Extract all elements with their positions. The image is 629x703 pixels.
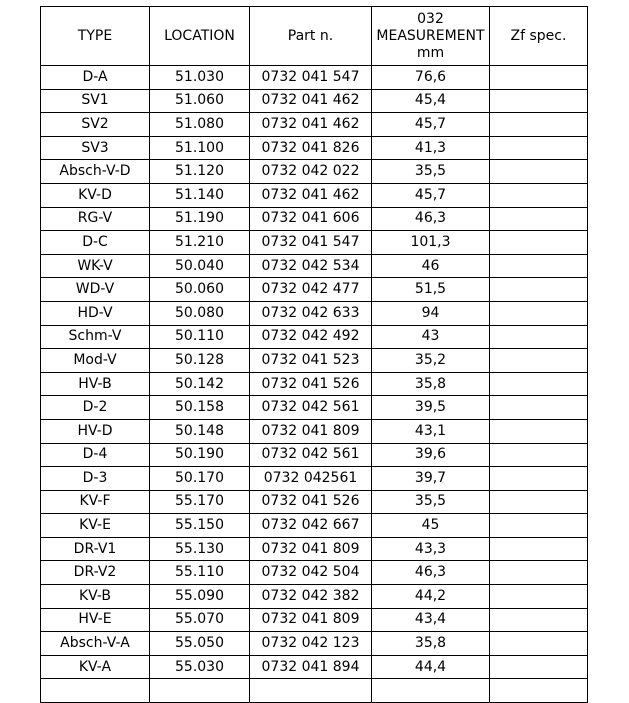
table-row [41,585,588,609]
table-row [41,679,588,703]
cell-location: 51.120 [150,160,250,184]
cell-type: D-A [41,66,150,90]
cell-zf-spec [490,136,588,160]
table-row [41,490,588,514]
header-measurement [372,7,490,66]
cell-zf-spec [490,632,588,656]
cell-zf-spec [490,372,588,396]
cell-measurement: 76,6 [372,66,490,90]
table-row [41,608,588,632]
cell-location [150,679,250,703]
table-row [41,231,588,255]
cell-measurement: 44,4 [372,655,490,679]
cell-type: HD-V [41,301,150,325]
cell-location: 50.080 [150,301,250,325]
table-row [41,537,588,561]
table-header [41,7,588,66]
cell-part-number: 0732 042 504 [250,561,372,585]
cell-location: 51.080 [150,113,250,137]
cell-location: 55.110 [150,561,250,585]
cell-measurement: 39,7 [372,467,490,491]
cell-type: Absch-V-D [41,160,150,184]
cell-measurement: 39,5 [372,396,490,420]
cell-part-number: 0732 041 809 [250,537,372,561]
cell-location: 50.190 [150,443,250,467]
header-measurement-code: 032 [417,10,444,27]
cell-measurement: 39,6 [372,443,490,467]
table-row [41,443,588,467]
cell-part-number: 0732 041 809 [250,608,372,632]
table-row [41,183,588,207]
table-row [41,467,588,491]
cell-type: D-C [41,231,150,255]
header-location: LOCATION [150,7,250,66]
cell-type: SV1 [41,89,150,113]
cell-location: 55.150 [150,514,250,538]
cell-type: HV-B [41,372,150,396]
cell-part-number: 0732 041 462 [250,113,372,137]
table-row [41,514,588,538]
header-measurement-unit: mm [416,44,445,61]
cell-type: D-3 [41,467,150,491]
cell-part-number: 0732 042 123 [250,632,372,656]
cell-zf-spec [490,349,588,373]
table-row [41,254,588,278]
cell-location: 50.128 [150,349,250,373]
cell-part-number [250,679,372,703]
cell-part-number: 0732 041 826 [250,136,372,160]
cell-part-number: 0732 042 492 [250,325,372,349]
cell-type: RG-V [41,207,150,231]
cell-measurement: 46,3 [372,561,490,585]
cell-type: WD-V [41,278,150,302]
cell-type: KV-A [41,655,150,679]
cell-zf-spec [490,254,588,278]
cell-measurement: 45,7 [372,183,490,207]
table-row [41,372,588,396]
cell-part-number: 0732 041 809 [250,419,372,443]
cell-type: Schm-V [41,325,150,349]
cell-zf-spec [490,561,588,585]
cell-measurement: 35,8 [372,632,490,656]
cell-measurement: 43,3 [372,537,490,561]
cell-part-number: 0732 042 633 [250,301,372,325]
cell-location: 55.070 [150,608,250,632]
table-row [41,632,588,656]
cell-type: HV-D [41,419,150,443]
cell-measurement: 35,2 [372,349,490,373]
cell-measurement: 35,5 [372,160,490,184]
table-body [41,66,588,703]
cell-location: 55.170 [150,490,250,514]
cell-type [41,679,150,703]
cell-location: 51.030 [150,66,250,90]
table-row [41,66,588,90]
cell-measurement: 44,2 [372,585,490,609]
cell-location: 50.060 [150,278,250,302]
cell-zf-spec [490,396,588,420]
cell-zf-spec [490,537,588,561]
cell-zf-spec [490,419,588,443]
cell-part-number: 0732 042 667 [250,514,372,538]
cell-location: 51.210 [150,231,250,255]
cell-zf-spec [490,160,588,184]
cell-part-number: 0732 042 022 [250,160,372,184]
cell-zf-spec [490,467,588,491]
header-measurement-label: MEASUREMENT [376,27,485,44]
cell-zf-spec [490,608,588,632]
cell-zf-spec [490,278,588,302]
cell-zf-spec [490,301,588,325]
cell-part-number: 0732 041 606 [250,207,372,231]
cell-type: DR-V2 [41,561,150,585]
table-row [41,278,588,302]
cell-type: KV-D [41,183,150,207]
cell-part-number: 0732 041 523 [250,349,372,373]
cell-location: 51.060 [150,89,250,113]
table-row [41,419,588,443]
cell-measurement: 43,1 [372,419,490,443]
cell-part-number: 0732 041 894 [250,655,372,679]
cell-part-number: 0732 041 526 [250,490,372,514]
header-row [41,7,588,66]
cell-location: 51.140 [150,183,250,207]
cell-measurement: 35,8 [372,372,490,396]
cell-measurement: 46,3 [372,207,490,231]
header-part-number: Part n. [250,7,372,66]
parts-table [40,6,588,703]
cell-measurement: 101,3 [372,231,490,255]
cell-measurement: 45,4 [372,89,490,113]
cell-type: D-4 [41,443,150,467]
table-row [41,207,588,231]
cell-location: 51.100 [150,136,250,160]
cell-location: 50.170 [150,467,250,491]
table-row [41,396,588,420]
cell-measurement: 46 [372,254,490,278]
cell-zf-spec [490,113,588,137]
cell-type: SV3 [41,136,150,160]
header-type: TYPE [41,7,150,66]
cell-location: 50.158 [150,396,250,420]
cell-zf-spec [490,183,588,207]
cell-location: 50.148 [150,419,250,443]
cell-part-number: 0732 042 561 [250,396,372,420]
cell-zf-spec [490,207,588,231]
cell-measurement: 43 [372,325,490,349]
cell-part-number: 0732 041 526 [250,372,372,396]
table-row [41,325,588,349]
cell-measurement: 94 [372,301,490,325]
cell-measurement [372,679,490,703]
cell-measurement: 45,7 [372,113,490,137]
cell-measurement: 45 [372,514,490,538]
cell-type: KV-F [41,490,150,514]
cell-part-number: 0732 041 547 [250,66,372,90]
table-row [41,301,588,325]
cell-measurement: 35,5 [372,490,490,514]
table-row [41,160,588,184]
cell-zf-spec [490,585,588,609]
table-row [41,89,588,113]
cell-zf-spec [490,325,588,349]
header-zf-spec: Zf spec. [490,7,588,66]
cell-type: WK-V [41,254,150,278]
cell-location: 55.050 [150,632,250,656]
cell-zf-spec [490,66,588,90]
cell-part-number: 0732 042 534 [250,254,372,278]
cell-location: 50.142 [150,372,250,396]
cell-location: 51.190 [150,207,250,231]
cell-type: KV-B [41,585,150,609]
cell-part-number: 0732 042 477 [250,278,372,302]
cell-location: 55.030 [150,655,250,679]
cell-zf-spec [490,490,588,514]
cell-type: DR-V1 [41,537,150,561]
cell-zf-spec [490,655,588,679]
table-row [41,349,588,373]
cell-zf-spec [490,443,588,467]
cell-type: KV-E [41,514,150,538]
table-row [41,655,588,679]
cell-type: HV-E [41,608,150,632]
cell-measurement: 43,4 [372,608,490,632]
cell-zf-spec [490,231,588,255]
cell-location: 55.090 [150,585,250,609]
cell-type: D-2 [41,396,150,420]
cell-part-number: 0732 041 462 [250,89,372,113]
cell-location: 55.130 [150,537,250,561]
cell-part-number: 0732 041 547 [250,231,372,255]
cell-zf-spec [490,514,588,538]
cell-type: SV2 [41,113,150,137]
cell-part-number: 0732 042561 [250,467,372,491]
cell-zf-spec [490,679,588,703]
table-row [41,561,588,585]
table-row [41,113,588,137]
cell-part-number: 0732 042 561 [250,443,372,467]
cell-location: 50.040 [150,254,250,278]
cell-type: Absch-V-A [41,632,150,656]
cell-measurement: 51,5 [372,278,490,302]
cell-part-number: 0732 042 382 [250,585,372,609]
cell-zf-spec [490,89,588,113]
cell-location: 50.110 [150,325,250,349]
cell-measurement: 41,3 [372,136,490,160]
cell-type: Mod-V [41,349,150,373]
cell-part-number: 0732 041 462 [250,183,372,207]
table-row [41,136,588,160]
